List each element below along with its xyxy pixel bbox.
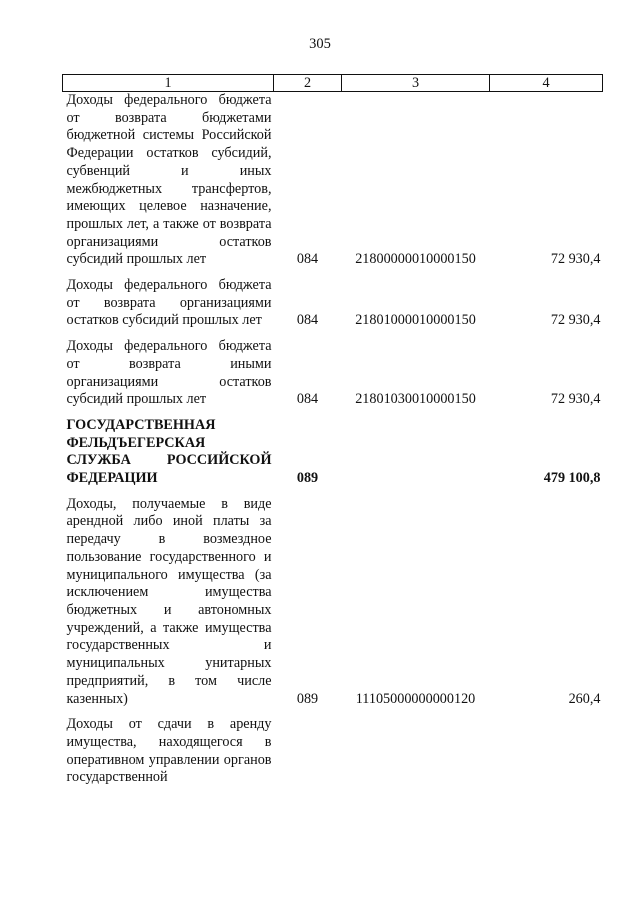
row-spacer-cell (63, 488, 603, 496)
table-row (63, 338, 603, 409)
page-number: 305 (309, 36, 331, 52)
row-description: Доходы федерального бюджета от возврата бюджетами бюджетной системы Российской Федерации остатков субсидий, субвенций и иных межбюджетных трансфертов, имеющих целевое назначение, прошлых лет, а также от возврата организациями остатков субсидий прошлых лет (66, 92, 272, 268)
row-amount: 72 930,4 (550, 312, 601, 329)
table-row (63, 716, 603, 787)
table-header-row (63, 75, 603, 92)
row-description: ГОСУДАРСТВЕННАЯ ФЕЛЬДЪЕГЕРСКАЯ СЛУЖБА РОССИЙСКОЙ ФЕДЕРАЦИИ (66, 416, 272, 487)
table-body (63, 92, 603, 788)
row-classification-code: 21801000010000150 (355, 312, 476, 329)
table-row (63, 92, 603, 270)
row-spacer (63, 488, 603, 496)
row-admin-code: 089 (296, 690, 319, 707)
row-amount: 260,4 (568, 690, 601, 707)
row-classification-code (342, 417, 490, 488)
row-description: Доходы, получаемые в виде арендной либо иной платы за передачу в возмездное пользование государственного и муниципального имущества (за исключением имущества бюджетных и автономных учреждений, а также имущества государственных и муниципальных унитарных предприятий, в том числе казенных) (66, 495, 272, 707)
table-row (63, 277, 603, 330)
row-classification-code: 11105000000000120 (355, 690, 476, 707)
row-description: Доходы федерального бюджета от возврата иными организациями остатков субсидий прошлых лет (66, 338, 272, 408)
row-description: Доходы федерального бюджета от возврата организациями остатков субсидий прошлых лет (66, 277, 272, 329)
table-row (63, 417, 603, 488)
row-spacer-cell (63, 330, 603, 338)
row-admin-code: 084 (296, 391, 319, 408)
row-classification-code: 21801030010000150 (355, 391, 476, 408)
column-header-1: 1 (63, 75, 274, 92)
row-admin-code: 084 (296, 312, 319, 329)
row-admin-code: 084 (296, 251, 319, 268)
row-description: Доходы от сдачи в аренду имущества, находящегося в оперативном управлении органов государственной (66, 716, 272, 786)
table-row (63, 496, 603, 708)
row-classification-code: 21800000010000150 (355, 251, 476, 268)
row-spacer (63, 330, 603, 338)
column-header-4: 4 (490, 75, 603, 92)
revenue-table (62, 74, 603, 787)
row-amount: 72 930,4 (550, 391, 601, 408)
column-header-3: 3 (342, 75, 490, 92)
row-amount: 72 930,4 (550, 251, 601, 268)
row-spacer (63, 269, 603, 277)
row-spacer-cell (63, 409, 603, 417)
row-spacer-cell (63, 708, 603, 716)
row-admin-code: 089 (296, 470, 319, 487)
row-admin-code (274, 716, 342, 787)
row-spacer (63, 708, 603, 716)
row-amount (490, 716, 603, 787)
column-header-2: 2 (274, 75, 342, 92)
row-spacer-cell (63, 269, 603, 277)
row-classification-code (342, 716, 490, 787)
row-spacer (63, 409, 603, 417)
row-amount: 479 100,8 (543, 470, 601, 487)
